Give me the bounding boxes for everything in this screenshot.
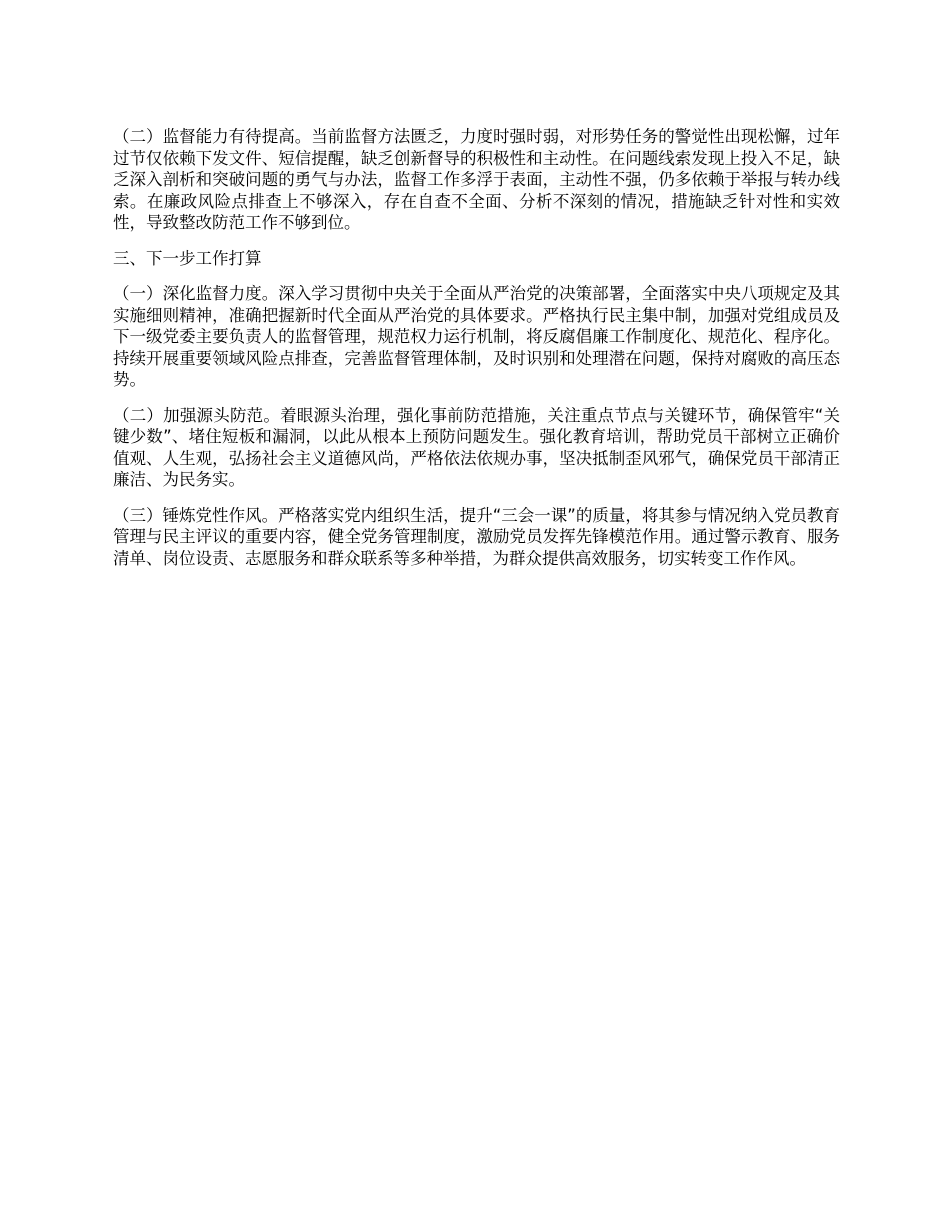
paragraph-supervision-ability: （二）监督能力有待提高。当前监督方法匮乏，力度时强时弱，对形势任务的警觉性出现松懈，过年过节仅依赖下发文件、短信提醒，缺乏创新督导的积极性和主动性。在问题线索发现上投入不足，缺乏深入剖析和突破问题的勇气与办法，监督工作多浮于表面，主动性不强，仍多依赖于举报与转办线索。在廉政风险点排查上不够深入，存在自查不全面、分析不深刻的情况，措施缺乏针对性和实效性，导致整改防范工作不够到位。 xyxy=(113,127,840,232)
paragraph-party-conduct: （三）锤炼党性作风。严格落实党内组织生活，提升“三会一课”的质量，将其参与情况纳入党员教育管理与民主评议的重要内容，健全党务管理制度，激励党员发挥先锋模范作用。通过警示教育、服务清单、岗位设责、志愿服务和群众联系等多种举措，为群众提供高效服务，切实转变工作作风。 xyxy=(113,505,840,568)
document-page xyxy=(113,126,840,583)
section-heading-next-steps: 三、下一步工作打算 xyxy=(113,248,262,268)
paragraph-deepen-supervision: （一）深化监督力度。深入学习贯彻中央关于全面从严治党的决策部署，全面落实中央八项规定及其实施细则精神，准确把握新时代全面从严治党的具体要求。严格执行民主集中制，加强对党组成员及下一级党委主要负责人的监督管理，规范权力运行机制，将反腐倡廉工作制度化、规范化、程序化。持续开展重要领域风险点排查，完善监督管理体制，及时识别和处理潜在问题，保持对腐败的高压态势。 xyxy=(113,284,840,389)
paragraph-source-prevention: （二）加强源头防范。着眼源头治理，强化事前防范措施，关注重点节点与关键环节，确保管牢“关键少数”、堵住短板和漏洞，以此从根本上预防问题发生。强化教育培训，帮助党员干部树立正确价值观、人生观，弘扬社会主义道德风尚，严格依法依规办事，坚决抵制歪风邪气，确保党员干部清正廉洁、为民务实。 xyxy=(113,405,840,489)
